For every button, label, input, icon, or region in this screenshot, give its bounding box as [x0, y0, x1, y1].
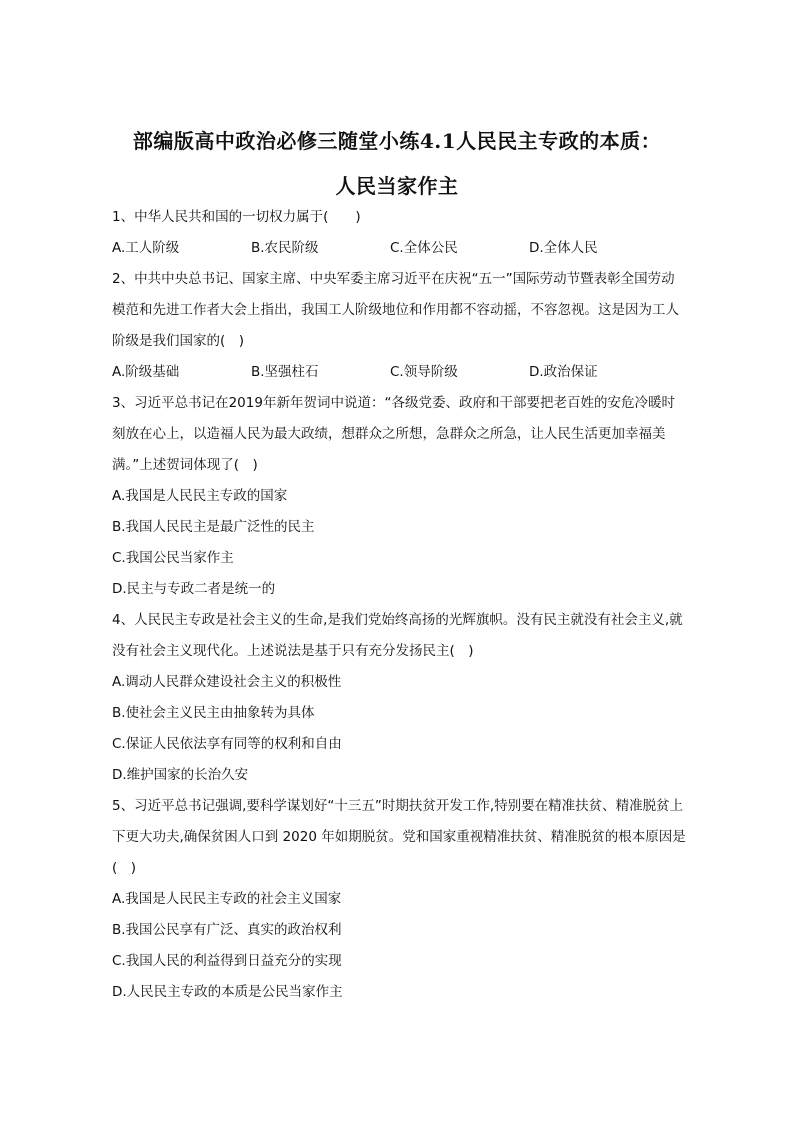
option-b: B.我国公民享有广泛、真实的政治权利 [112, 922, 342, 938]
option-b: B.坚强柱石 [251, 364, 319, 380]
option-c: C.我国公民当家作主 [112, 550, 234, 566]
option-b: B.使社会主义民主由抽象转为具体 [112, 705, 315, 721]
option-b: B.农民阶级 [251, 240, 319, 256]
option-d: D.人民民主专政的本质是公民当家作主 [112, 984, 343, 1000]
title-line-2: 人民当家作主 [335, 174, 459, 198]
option-c: C.领导阶级 [390, 364, 458, 380]
option-d: D.民主与专政二者是统一的 [112, 581, 276, 597]
question-4-stem: 4、人民民主专政是社会主义的生命,是我们党始终高扬的光辉旗帜。没有民主就没有社会主义,就没有社会主义现代化。上述说法是基于只有充分发扬民主( ) [112, 612, 683, 659]
question-list [112, 202, 687, 1008]
option-a: A.工人阶级 [112, 240, 180, 256]
question-3-stem: 3、习近平总书记在2019年新年贺词中说道：“各级党委、政府和干部要把老百姓的安危冷暖时刻放在心上，以造福人民为最大政绩，想群众之所想，急群众之所急，让人民生活更加幸福美满。”上述贺词体现了( ) [112, 395, 675, 473]
option-c: C.我国人民的利益得到日益充分的实现 [112, 953, 342, 969]
question-5-stem: 5、习近平总书记强调,要科学谋划好“十三五”时期扶贫开发工作,特别要在精准扶贫、精准脱贫上下更大功夫,确保贫困人口到 2020 年如期脱贫。党和国家重视精准扶贫、精准脱贫的根本原因是( ) [112, 798, 686, 876]
option-d: D.全体人民 [529, 240, 598, 256]
option-a: A.阶级基础 [112, 364, 180, 380]
option-d: D.维护国家的长治久安 [112, 767, 249, 783]
question-2-stem: 2、中共中央总书记、国家主席、中央军委主席习近平在庆祝“五一”国际劳动节暨表彰全国劳动模范和先进工作者大会上指出，我国工人阶级地位和作用都不容动摇，不容忽视。这是因为工人阶级是我们国家的( ) [112, 271, 679, 349]
option-a: A.调动人民群众建设社会主义的积极性 [112, 674, 342, 690]
option-a: A.我国是人民民主专政的国家 [112, 488, 288, 504]
question-2-options [112, 357, 687, 388]
question-1-options [112, 233, 687, 264]
option-c: C.全体公民 [390, 240, 458, 256]
option-c: C.保证人民依法享有同等的权利和自由 [112, 736, 342, 752]
option-d: D.政治保证 [529, 364, 598, 380]
option-a: A.我国是人民民主专政的社会主义国家 [112, 891, 342, 907]
title-line-1: 部编版高中政治必修三随堂小练4.1人民民主专政的本质： [132, 129, 662, 153]
option-b: B.我国人民民主是最广泛性的民主 [112, 519, 315, 535]
question-1-stem: 1、中华人民共和国的一切权力属于( ) [112, 209, 361, 225]
